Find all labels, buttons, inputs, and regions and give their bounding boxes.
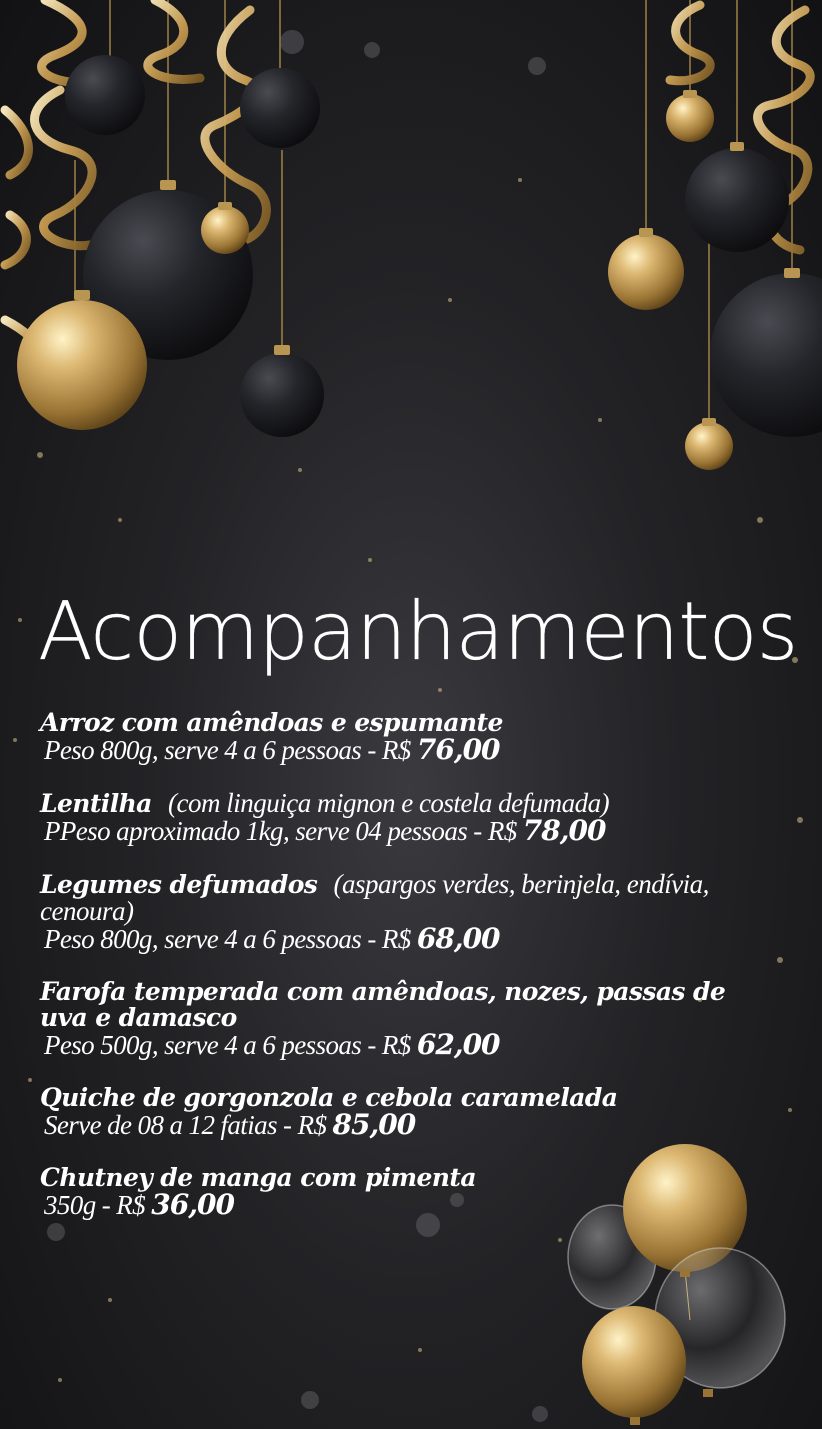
item-name: Lentilha (com linguiça mignon e costela defumada) xyxy=(40,788,610,818)
page-title: Acompanhamentos xyxy=(38,585,798,678)
menu-list xyxy=(40,710,780,1245)
item-name: Arroz com amêndoas e espumante xyxy=(40,708,503,737)
item-price: 36,00 xyxy=(151,1188,234,1221)
item-description: (com linguiça mignon e costela defumada) xyxy=(168,788,610,818)
item-name: Chutney de manga com pimenta xyxy=(40,1163,476,1192)
item-price: 78,00 xyxy=(522,814,606,847)
menu-item xyxy=(40,979,780,1059)
item-price: 68,00 xyxy=(416,922,500,955)
menu-item xyxy=(40,790,780,845)
item-name: Farofa temperada com amêndoas, nozes, passas de uva e damasco xyxy=(40,977,726,1032)
item-detail: Serve de 08 a 12 fatias - R$ 85,00 xyxy=(44,1108,416,1141)
item-detail: PPeso aproximado 1kg, serve 04 pessoas - R$ 78,00 xyxy=(44,814,606,847)
item-detail: Peso 500g, serve 4 a 6 pessoas - R$ 62,00 xyxy=(44,1028,500,1061)
item-price: 85,00 xyxy=(332,1108,416,1141)
item-name: Quiche de gorgonzola e cebola caramelada xyxy=(40,1083,618,1112)
item-description: (aspargos verdes, berinjela, endívia, cenoura) xyxy=(40,869,709,926)
item-name: Legumes defumados (aspargos verdes, berinjela, endívia, cenoura) xyxy=(40,869,709,926)
item-detail: Peso 800g, serve 4 a 6 pessoas - R$ 76,00 xyxy=(44,733,500,766)
item-detail: 350g - R$ 36,00 xyxy=(44,1188,234,1221)
item-price: 62,00 xyxy=(416,1028,500,1061)
menu-item xyxy=(40,1085,780,1139)
menu-item xyxy=(40,710,780,764)
menu-item xyxy=(40,1165,780,1219)
menu-item xyxy=(40,871,780,953)
item-price: 76,00 xyxy=(416,733,500,766)
item-detail: Peso 800g, serve 4 a 6 pessoas - R$ 68,00 xyxy=(44,922,500,955)
